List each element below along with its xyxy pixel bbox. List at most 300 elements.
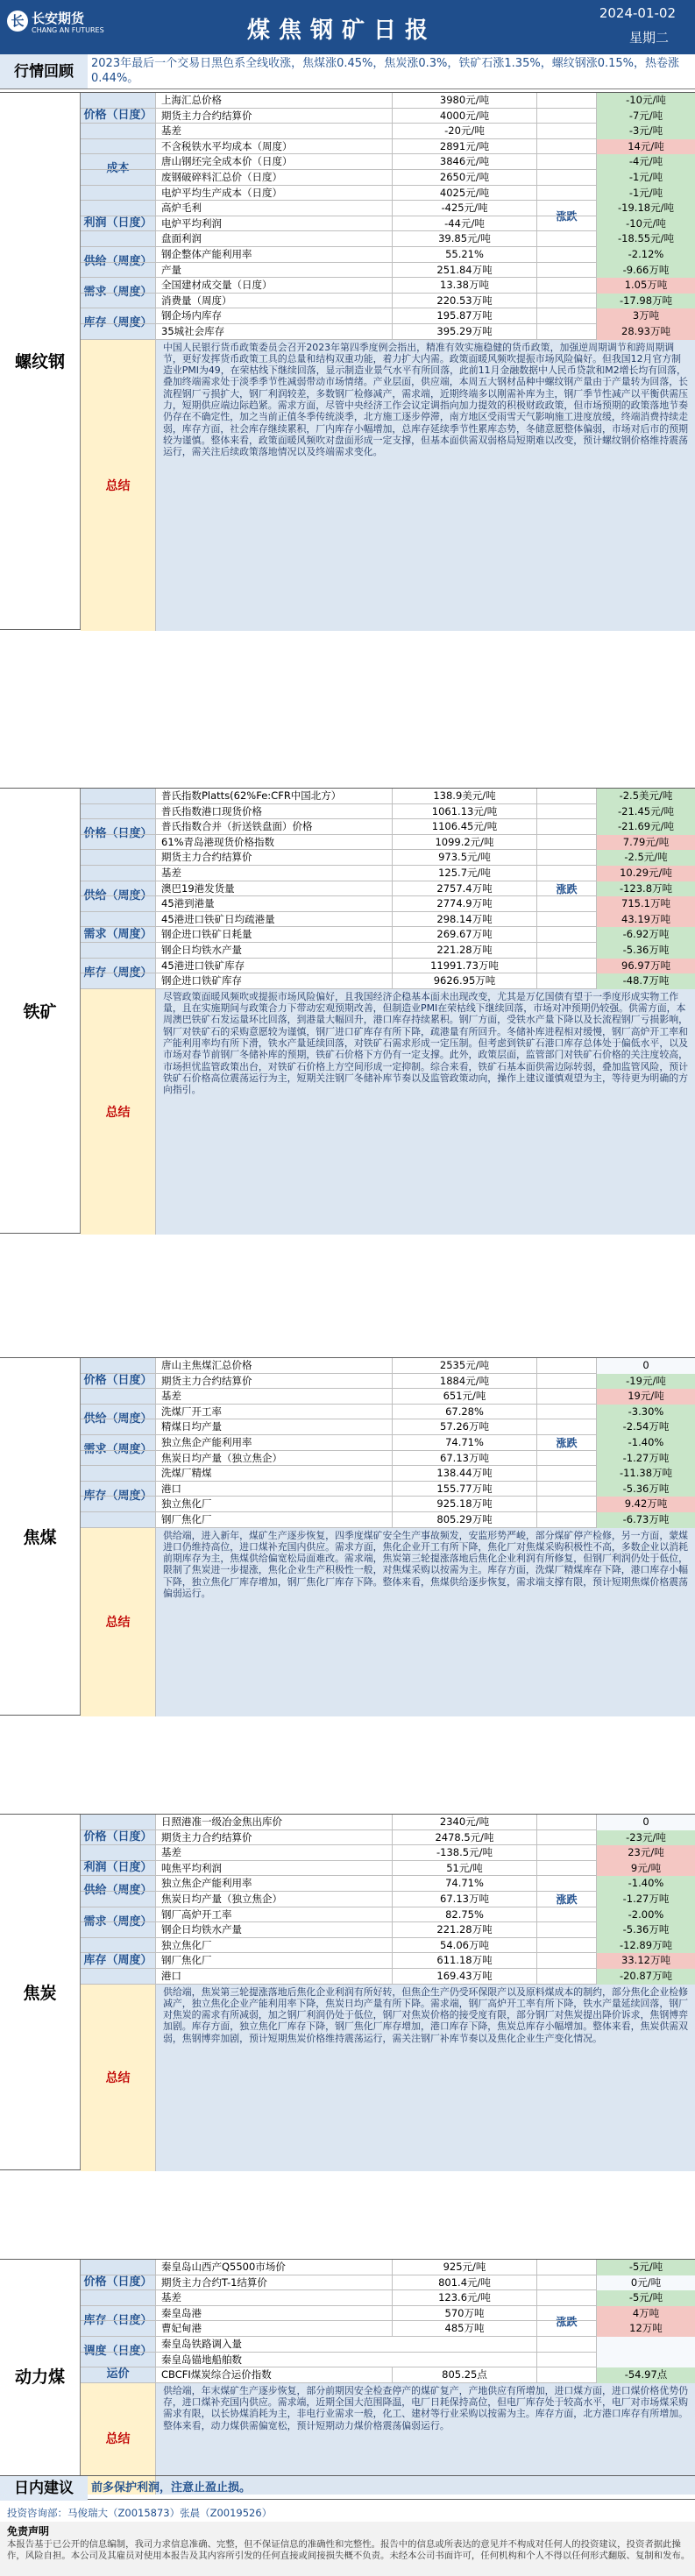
indicator-row — [81, 1861, 695, 1877]
indicator-change: -123.8万吨 — [596, 881, 695, 897]
indicator-value: 298.14万吨 — [392, 912, 536, 928]
report-header — [0, 0, 695, 54]
indicator-change: -54.97点 — [596, 2367, 695, 2383]
indicator-change: -2.5美元/吨 — [596, 789, 695, 804]
indicator-category: 价格（日度） — [81, 789, 155, 881]
indicator-row — [81, 912, 695, 928]
indicator-name: 61%青岛港现货价格指数 — [155, 835, 392, 851]
indicator-value: 801.4元/吨 — [392, 2275, 536, 2291]
suggestion-label: 日内建议 — [0, 2476, 88, 2501]
indicator-value: 220.53万吨 — [392, 294, 536, 309]
indicator-value: 2650元/吨 — [392, 170, 536, 186]
indicator-value: -20元/吨 — [392, 124, 536, 139]
section-name: 焦煤 — [0, 1358, 81, 1715]
indicator-change: 96.97万吨 — [596, 959, 695, 974]
section-name: 螺纹钢 — [0, 93, 81, 629]
indicator-row — [81, 2353, 695, 2368]
indicator-name: 独立焦化厂 — [155, 1497, 392, 1512]
indicator-name: 高炉毛利 — [155, 201, 392, 216]
indicator-category: 库存（周度） — [81, 1938, 155, 1985]
indicator-value: 269.67万吨 — [392, 927, 536, 943]
indicator-name: 基差 — [155, 1845, 392, 1861]
indicator-change: -1.40% — [596, 1435, 695, 1451]
indicator-change: -20.87万吨 — [596, 1969, 695, 1985]
indicator-name: 电炉平均利润 — [155, 216, 392, 232]
indicator-name: 焦炭日均产量（独立焦企） — [155, 1892, 392, 1907]
summary-label: 总结 — [81, 340, 155, 631]
indicator-change: -5.36万吨 — [596, 943, 695, 959]
indicator-row — [81, 1497, 695, 1512]
indicator-row — [81, 1845, 695, 1861]
indicator-row — [81, 1953, 695, 1969]
indicator-name: 港口 — [155, 1969, 392, 1985]
indicator-name: 全国建材成交量（日度） — [155, 278, 392, 294]
section — [0, 1357, 695, 1716]
indicator-change: -1元/吨 — [596, 186, 695, 202]
indicator-change: -21.45元/吨 — [596, 804, 695, 820]
trend-label: 涨跌 — [536, 2260, 596, 2383]
indicator-value: 138.44万吨 — [392, 1466, 536, 1482]
indicator-row — [81, 1815, 695, 1830]
indicator-row — [81, 789, 695, 804]
indicator-row — [81, 109, 695, 124]
indicator-name: 45港到港量 — [155, 896, 392, 912]
indicator-row — [81, 1435, 695, 1451]
indicator-name: CBCFI煤炭综合运价指数 — [155, 2367, 392, 2383]
indicator-category: 库存（周度） — [81, 959, 155, 989]
indicator-value: 973.5元/吨 — [392, 850, 536, 866]
indicator-row — [81, 1969, 695, 1985]
indicator-row — [81, 308, 695, 324]
indicator-change: -7元/吨 — [596, 109, 695, 124]
market-review-label: 行情回顾 — [0, 54, 88, 88]
indicator-value: 55.21% — [392, 247, 536, 263]
indicator-change: 12万吨 — [596, 2321, 695, 2337]
indicator-change: 23元/吨 — [596, 1845, 695, 1861]
indicator-name: 钢厂焦化厂 — [155, 1512, 392, 1528]
indicator-row — [81, 1830, 695, 1846]
indicator-change: -1元/吨 — [596, 170, 695, 186]
indicator-name: 焦炭日均产量（独立焦企） — [155, 1451, 392, 1467]
indicator-name: 吨焦平均利润 — [155, 1861, 392, 1877]
indicator-row — [81, 1389, 695, 1405]
indicator-value: 1884元/吨 — [392, 1374, 536, 1390]
indicator-value: 2891元/吨 — [392, 139, 536, 155]
indicator-row — [81, 216, 695, 232]
indicator-change: -5元/吨 — [596, 2290, 695, 2306]
indicator-value: 74.71% — [392, 1435, 536, 1451]
indicator-change: -23元/吨 — [596, 1830, 695, 1846]
indicator-row — [81, 850, 695, 866]
indicator-category: 需求（周度） — [81, 1907, 155, 1938]
indicator-row — [81, 1466, 695, 1482]
indicator-change: 4万吨 — [596, 2306, 695, 2322]
section-table — [81, 789, 695, 1235]
indicator-row — [81, 324, 695, 340]
indicator-name: 洗煤厂精煤 — [155, 1466, 392, 1482]
indicator-value: 51元/吨 — [392, 1861, 536, 1877]
indicator-category: 调度（日度） — [81, 2337, 155, 2367]
indicator-change: -2.12% — [596, 247, 695, 263]
indicator-name: 独立焦化厂 — [155, 1938, 392, 1954]
indicator-name: 钢企场内库存 — [155, 308, 392, 324]
indicator-name: 秦皇岛港 — [155, 2306, 392, 2322]
indicator-category: 供给（周度） — [81, 1876, 155, 1907]
indicator-value: -425元/吨 — [392, 201, 536, 216]
indicator-value: 651元/吨 — [392, 1389, 536, 1405]
indicator-name: 基差 — [155, 1389, 392, 1405]
indicator-value: 13.38万吨 — [392, 278, 536, 294]
indicator-value: 67.28% — [392, 1405, 536, 1420]
indicator-name: 独立焦企产能利用率 — [155, 1435, 392, 1451]
indicator-change: 1.05万吨 — [596, 278, 695, 294]
indicator-change: -6.92万吨 — [596, 927, 695, 943]
indicator-name: 钢企日均铁水产量 — [155, 943, 392, 959]
indicator-name: 上海汇总价格 — [155, 93, 392, 109]
indicator-row — [81, 263, 695, 279]
indicator-name: 45港进口铁矿库存 — [155, 959, 392, 974]
indicator-row — [81, 186, 695, 202]
indicator-change: 10.29元/吨 — [596, 866, 695, 881]
indicator-name: 秦皇岛铁路调入量 — [155, 2337, 392, 2353]
summary-label: 总结 — [81, 1528, 155, 1716]
indicator-value: 2774.9万吨 — [392, 896, 536, 912]
indicator-value: 155.77万吨 — [392, 1482, 536, 1497]
indicator-row — [81, 1938, 695, 1954]
indicator-name: 港口 — [155, 1482, 392, 1497]
indicator-row — [81, 1892, 695, 1907]
indicator-value: 123.6元/吨 — [392, 2290, 536, 2306]
indicator-category: 库存（周度） — [81, 1466, 155, 1527]
indicator-name: 洗煤厂开工率 — [155, 1405, 392, 1420]
indicator-row — [81, 294, 695, 309]
section-table — [81, 2260, 695, 2495]
indicator-row — [81, 1358, 695, 1374]
indicator-row — [81, 835, 695, 851]
summary-text: 供给端，焦炭第三轮提涨落地后焦化企业利润有所好转，但焦企生产仍受环保限产以及原料煤成本的制约，部分焦化企业检修减产，独立焦化企业产能利用率下降，焦炭日均产量有所下降。需求端，钢厂高炉开工率有所下降，铁水产量延续回落，钢厂对焦炭的需求有所减弱，加之钢厂利润仍处于低位，钢厂对焦炭价格的接受度有限，部分钢厂对焦炭提出降价诉求，焦钢博弈加剧。库存方面，独立焦化厂库存下降，钢厂焦化厂库存增加，港口库存下降，焦炭总库存小幅增加。整体来看，焦炭供需双弱，焦钢博弈加剧，预计短期焦炭价格维持震荡运行，需关注钢厂补库节奏以及焦化企业生产变化情况。 — [155, 1985, 695, 2171]
logo-english: CHANG AN FUTURES — [32, 26, 104, 34]
company-logo — [7, 7, 104, 47]
indicator-row — [81, 896, 695, 912]
indicator-value: 3846元/吨 — [392, 154, 536, 170]
summary-label: 总结 — [81, 2383, 155, 2495]
indicator-value: 805.25点 — [392, 2367, 536, 2383]
indicator-value: 925元/吨 — [392, 2260, 536, 2275]
section — [0, 1814, 695, 2170]
indicator-name: 秦皇岛山西产Q5500市场价 — [155, 2260, 392, 2275]
indicator-row — [81, 93, 695, 109]
indicator-change: -5.36万吨 — [596, 1922, 695, 1938]
indicator-name: 精煤日均产量 — [155, 1419, 392, 1435]
indicator-category: 利润（日度） — [81, 1861, 155, 1877]
indicator-name: 唐山钢坯完全成本价（日度） — [155, 154, 392, 170]
indicator-name: 钢企日均铁水产量 — [155, 1922, 392, 1938]
indicator-row — [81, 139, 695, 155]
indicator-value: 82.75% — [392, 1907, 536, 1923]
indicator-name: 产量 — [155, 263, 392, 279]
indicator-category: 利润（日度） — [81, 201, 155, 247]
indicator-value: 251.84万吨 — [392, 263, 536, 279]
indicator-change — [596, 2337, 695, 2353]
logo-mark-icon: 长 — [7, 11, 28, 32]
section-name: 焦炭 — [0, 1815, 81, 2169]
indicator-name: 基差 — [155, 124, 392, 139]
indicator-row — [81, 881, 695, 897]
indicator-change: -2.00% — [596, 1907, 695, 1923]
indicator-value: 74.71% — [392, 1876, 536, 1892]
summary-text: 供给端，进入新年，煤矿生产逐步恢复，四季度煤矿安全生产事故频发，安监形势严峻，部分煤矿停产检修，另一方面，蒙煤进口仍维持高位，进口煤补充国内供应。需求方面，焦化企业开工有所下降，焦化厂对焦煤采购积极性不高，多数企业以消耗前期库存为主，焦煤供给偏宽松局面难改。需求端，焦炭第三轮提涨落地后焦化企业利润有所修复，但钢厂利润仍处于低位，限制了焦炭进一步提涨，焦化企业生产积极性一般，对焦煤采购以按需为主。库存方面，洗煤厂精煤库存下降，港口库存小幅下降，独立焦化厂库存增加，钢厂焦化厂库存下降。整体来看，焦煤供给逐步恢复，需求端支撑有限，预计短期焦煤价格震荡偏弱运行。 — [155, 1528, 695, 1716]
indicator-value: 169.43万吨 — [392, 1969, 536, 1985]
indicator-change: -21.69元/吨 — [596, 819, 695, 835]
indicator-name: 45港进口铁矿日均疏港量 — [155, 912, 392, 928]
indicator-change: 43.19万吨 — [596, 912, 695, 928]
disclaimer — [0, 2522, 695, 2576]
indicator-change: -11.38万吨 — [596, 1466, 695, 1482]
indicator-change: 19元/吨 — [596, 1389, 695, 1405]
indicator-name: 唐山主焦煤汇总价格 — [155, 1358, 392, 1374]
indicator-category: 价格（日度） — [81, 2260, 155, 2306]
indicator-row — [81, 247, 695, 263]
indicator-row — [81, 1451, 695, 1467]
indicator-row — [81, 2260, 695, 2275]
indicator-name: 消费量（周度） — [155, 294, 392, 309]
indicator-name: 35城社会库存 — [155, 324, 392, 340]
indicator-category: 需求（周度） — [81, 912, 155, 959]
indicator-value: 221.28万吨 — [392, 943, 536, 959]
analyst-info: 投资咨询部：马俊瑞大（Z0015873）张晨（Z0019526） — [7, 2507, 273, 2519]
indicator-change: 7.79元/吨 — [596, 835, 695, 851]
section-table — [81, 1358, 695, 1716]
indicator-value: 805.29万吨 — [392, 1512, 536, 1528]
indicator-name: 期货主力合约结算价 — [155, 109, 392, 124]
indicator-name: 期货主力合约结算价 — [155, 850, 392, 866]
indicator-change: 0元/吨 — [596, 2275, 695, 2291]
indicator-row — [81, 973, 695, 989]
indicator-name: 钢厂焦化厂 — [155, 1953, 392, 1969]
indicator-name: 澳巴19港发货量 — [155, 881, 392, 897]
indicator-change: -5.36万吨 — [596, 1482, 695, 1497]
indicator-row — [81, 2337, 695, 2353]
summary-text: 尽管政策面暖风频吹或提振市场风险偏好，且我国经济企稳基本面未出现改变，尤其是万亿国债有望于一季度形成实物工作量，且在实施期间与政策合力下带动宏观预期改善，但制造业PMI在荣枯线下继续回落，市场对冲预期仍较强。供需方面，本周澳巴铁矿石发运量环比回落，到港量大幅回升，港口库存持续累积。钢厂方面，受铁水产量下降以及长流程钢厂亏损影响，钢厂对铁矿石的采购意愿较为谨慎，钢厂进口矿库存有所下降，疏港量有所回升。冬储补库进程相对缓慢，钢厂高炉开工率和产能利用率均有所下滑，铁水产量延续回落，对铁矿石需求形成一定压制。但考虑到铁矿石港口库存总体处于偏低水平，以及市场对春节前钢厂冬储补库的预期，铁矿石价格下方仍有一定支撑。此外，政策层面，监管部门对铁矿石价格的关注度较高，市场担忧监管政策出台，对铁矿石价格上方空间形成一定抑制。综合来看，铁矿石基本面供需边际转弱，叠加监管风险，预计铁矿石价格高位震荡运行为主，短期关注钢厂冬储补库节奏以及监管政策动向，操作上建议谨慎观望为主，等待更为明确的方向指引。 — [155, 989, 695, 1235]
trend-label: 涨跌 — [536, 1358, 596, 1528]
indicator-value: 2535元/吨 — [392, 1358, 536, 1374]
indicator-row — [81, 2290, 695, 2306]
indicator-row — [81, 1876, 695, 1892]
market-review-text: 2023年最后一个交易日黑色系全线收涨，焦煤涨0.45%，焦炭涨0.3%，铁矿石涨1.35%，螺纹钢涨0.15%，热卷涨0.44%。 — [91, 57, 680, 85]
indicator-change: -3元/吨 — [596, 124, 695, 139]
indicator-name: 普氏指数合并（折送铁盘面）价格 — [155, 819, 392, 835]
report-title: 煤焦钢矿日报 — [246, 18, 436, 44]
indicator-category: 库存（周度） — [81, 308, 155, 339]
indicator-category: 供给（周度） — [81, 881, 155, 912]
indicator-name: 电炉平均生产成本（日度） — [155, 186, 392, 202]
indicator-change: 3万吨 — [596, 308, 695, 324]
report-weekday: 星期二 — [628, 30, 669, 46]
indicator-value: 611.18万吨 — [392, 1953, 536, 1969]
summary-text: 供给端，年末煤矿生产逐步恢复，部分前期因安全检查停产的煤矿复产，产地供应有所增加，进口煤方面，进口煤价格优势仍存，进口煤补充国内供应。需求端，近期全国大范围降温，电厂日耗保持高位，但电厂库存处于较高水平，电厂对市场煤采购需求有限，以长协煤消耗为主，非电行业需求一般，化工、建材等行业采购以按需为主。库存方面，北方港口库存有所增加。整体来看，动力煤供需偏宽松，预计短期动力煤价格震荡偏弱运行。 — [155, 2383, 695, 2495]
trend-label: 涨跌 — [536, 1815, 596, 1985]
indicator-value: 39.85元/吨 — [392, 231, 536, 247]
summary-text: 中国人民银行货币政策委员会召开2023年第四季度例会指出，精准有效实施稳健的货币政策，加强逆周期调节和跨周期调节，更好发挥货币政策工具的总量和结构双重功能，着力扩大内需。政策面暖风频吹提振市场风险偏好。但我国12月官方制造业PMI为49，在荣枯线下继续回落，显示制造业景气水平有所回落，此前11月金融数据中人民币贷款和M2增长均有回落，叠加终端需求处于淡季季节性减弱带动市场情绪。产业层面，供应端，本周五大钢材品种中螺纹钢产量由于产量转为回落，长流程钢厂亏损扩大，钢厂利润较差，多数钢厂检修减产，需求端，近期终端多以刚需补库为主，钢厂季节性减产以平衡供需压力，短期供应端边际趋紧。需求方面，尽管中央经济工作会议定调指向加力提效的积极财政政策，但市场预期的政策落地节奏仍存在不确定性，加之当前正值冬季传统淡季，北方施工逐步停滞，南方地区受雨雪天气影响施工进度放缓，终端消费持续走弱，库存方面，社会库存继续累积，厂内库存小幅增加，总库存延续季节性累库态势，冬储意愿整体偏弱，市场对后市的预期较为谨慎。整体来看，政策面暖风频吹对盘面形成一定支撑，但基本面供需双弱格局短期难以改变，预计螺纹钢价格维持震荡运行，需关注后续政策落地情况以及终端需求变化。 — [155, 340, 695, 631]
indicator-change: 715.1万吨 — [596, 896, 695, 912]
indicator-name: 普氏指数Platts(62%Fe:CFR中国北方） — [155, 789, 392, 804]
indicator-name: 盘面利润 — [155, 231, 392, 247]
indicator-name: 钢企整体产能利用率 — [155, 247, 392, 263]
indicator-change: -1.27万吨 — [596, 1451, 695, 1467]
indicator-change: -18.55元/吨 — [596, 231, 695, 247]
indicator-change: -1.27万吨 — [596, 1892, 695, 1907]
section-table — [81, 1815, 695, 2171]
indicator-change: 0 — [596, 1358, 695, 1374]
summary-label: 总结 — [81, 1985, 155, 2171]
indicator-value: 3980元/吨 — [392, 93, 536, 109]
indicator-value: -138.5元/吨 — [392, 1845, 536, 1861]
indicator-row — [81, 2306, 695, 2322]
indicator-value: 2340元/吨 — [392, 1815, 536, 1830]
indicator-value: 221.28万吨 — [392, 1922, 536, 1938]
indicator-value: 9626.95万吨 — [392, 973, 536, 989]
indicator-value: 395.29万吨 — [392, 324, 536, 340]
indicator-change: 9.42万吨 — [596, 1497, 695, 1512]
indicator-category: 需求（周度） — [81, 1435, 155, 1466]
indicator-category: 价格（日度） — [81, 93, 155, 139]
indicator-value: 67.13万吨 — [392, 1892, 536, 1907]
indicator-row — [81, 2367, 695, 2383]
indicator-value: 11991.73万吨 — [392, 959, 536, 974]
indicator-change: -4元/吨 — [596, 154, 695, 170]
indicator-name: 钢企进口铁矿日耗量 — [155, 927, 392, 943]
indicator-change: 14元/吨 — [596, 139, 695, 155]
indicator-change: -3.30% — [596, 1405, 695, 1420]
disclaimer-title: 免责声明 — [7, 2525, 50, 2537]
indicator-name: 期货主力合约结算价 — [155, 1374, 392, 1390]
indicator-name: 基差 — [155, 2290, 392, 2306]
indicator-row — [81, 2321, 695, 2337]
indicator-value: 485万吨 — [392, 2321, 536, 2337]
indicator-row — [81, 866, 695, 881]
intraday-suggestion — [0, 2475, 695, 2500]
indicator-change: -48.7万吨 — [596, 973, 695, 989]
indicator-row — [81, 804, 695, 820]
section-name: 动力煤 — [0, 2260, 81, 2493]
indicator-category: 供给（周度） — [81, 1405, 155, 1435]
indicator-change: -9.66万吨 — [596, 263, 695, 279]
indicator-change: 0 — [596, 1815, 695, 1830]
indicator-row — [81, 154, 695, 170]
indicator-row — [81, 1922, 695, 1938]
indicator-row — [81, 278, 695, 294]
indicator-value: 4025元/吨 — [392, 186, 536, 202]
indicator-row — [81, 1512, 695, 1528]
indicator-row — [81, 959, 695, 974]
indicator-change: -10元/吨 — [596, 216, 695, 232]
indicator-row — [81, 1374, 695, 1390]
indicator-value: 138.9美元/吨 — [392, 789, 536, 804]
summary-label: 总结 — [81, 989, 155, 1235]
indicator-change: -6.73万吨 — [596, 1512, 695, 1528]
indicator-row — [81, 2275, 695, 2291]
indicator-change: -10元/吨 — [596, 93, 695, 109]
indicator-name: 不含税铁水平均成本（周度） — [155, 139, 392, 155]
indicator-row — [81, 231, 695, 247]
indicator-value: 570万吨 — [392, 2306, 536, 2322]
indicator-value: 67.13万吨 — [392, 1451, 536, 1467]
indicator-change: 28.93万吨 — [596, 324, 695, 340]
indicator-change — [596, 2353, 695, 2368]
suggestion-text: 前多保护利润，注意止盈止损。 — [91, 2481, 252, 2495]
indicator-change: -19元/吨 — [596, 1374, 695, 1390]
section — [0, 92, 695, 630]
indicator-name: 曹妃甸港 — [155, 2321, 392, 2337]
indicator-value: 195.87万吨 — [392, 308, 536, 324]
trend-label: 涨跌 — [536, 789, 596, 989]
indicator-category: 成本 — [81, 139, 155, 201]
disclaimer-body: 本报告基于已公开的信息编制，我司力求信息准确、完整，但不保证信息的准确性和完整性。报告中的信息或所表达的意见并不构成对任何人的投资建议，投资者据此操作，风险自担。本公司及其雇员对使用本报告及其内容所引发的任何直接或间接损失概不负责。未经本公司书面许可，任何机构和个人不得以任何形式翻版、复制和发布。 — [7, 2539, 691, 2561]
indicator-name: 废钢破碎料汇总价（日度） — [155, 170, 392, 186]
indicator-change: -12.89万吨 — [596, 1938, 695, 1954]
indicator-row — [81, 124, 695, 139]
trend-label: 涨跌 — [536, 93, 596, 340]
indicator-row — [81, 1907, 695, 1923]
section-table — [81, 93, 695, 631]
indicator-category: 价格（日度） — [81, 1815, 155, 1861]
indicator-value: 54.06万吨 — [392, 1938, 536, 1954]
indicator-value: 2757.4万吨 — [392, 881, 536, 897]
indicator-category: 运价 — [81, 2367, 155, 2383]
indicator-category: 供给（周度） — [81, 247, 155, 278]
indicator-name: 期货主力合约结算价 — [155, 1830, 392, 1846]
indicator-name: 期货主力合约T-1结算价 — [155, 2275, 392, 2291]
indicator-name: 钢厂高炉开工率 — [155, 1907, 392, 1923]
indicator-category: 价格（日度） — [81, 1358, 155, 1405]
indicator-change: -2.54万吨 — [596, 1419, 695, 1435]
report-date: 2024-01-02 — [599, 5, 676, 21]
indicator-row — [81, 943, 695, 959]
section — [0, 788, 695, 1234]
indicator-name: 日照港准一级冶金焦出库价 — [155, 1815, 392, 1830]
indicator-value: 57.26万吨 — [392, 1419, 536, 1435]
indicator-category: 库存（日度） — [81, 2306, 155, 2337]
indicator-row — [81, 1482, 695, 1497]
indicator-change: -17.98万吨 — [596, 294, 695, 309]
indicator-value: 125.7元/吨 — [392, 866, 536, 881]
indicator-name: 秦皇岛锚地船舶数 — [155, 2353, 392, 2368]
indicator-name: 普氏指数港口现货价格 — [155, 804, 392, 820]
indicator-change: 9元/吨 — [596, 1861, 695, 1877]
indicator-row — [81, 201, 695, 216]
indicator-value: 1099.2元/吨 — [392, 835, 536, 851]
indicator-name: 独立焦企产能利用率 — [155, 1876, 392, 1892]
indicator-change: -1.40% — [596, 1876, 695, 1892]
indicator-value: 1106.45元/吨 — [392, 819, 536, 835]
indicator-row — [81, 1405, 695, 1420]
indicator-change: -5元/吨 — [596, 2260, 695, 2275]
indicator-name: 基差 — [155, 866, 392, 881]
logo-name: 长安期货 — [32, 11, 85, 26]
indicator-row — [81, 927, 695, 943]
indicator-change: -2.5元/吨 — [596, 850, 695, 866]
indicator-name: 钢企进口铁矿库存 — [155, 973, 392, 989]
indicator-row — [81, 819, 695, 835]
section-name: 铁矿 — [0, 789, 81, 1233]
indicator-value: 4000元/吨 — [392, 109, 536, 124]
indicator-value: 1061.13元/吨 — [392, 804, 536, 820]
indicator-row — [81, 170, 695, 186]
indicator-value: -44元/吨 — [392, 216, 536, 232]
section — [0, 2259, 695, 2494]
indicator-value: 925.18万吨 — [392, 1497, 536, 1512]
market-review — [0, 54, 695, 89]
